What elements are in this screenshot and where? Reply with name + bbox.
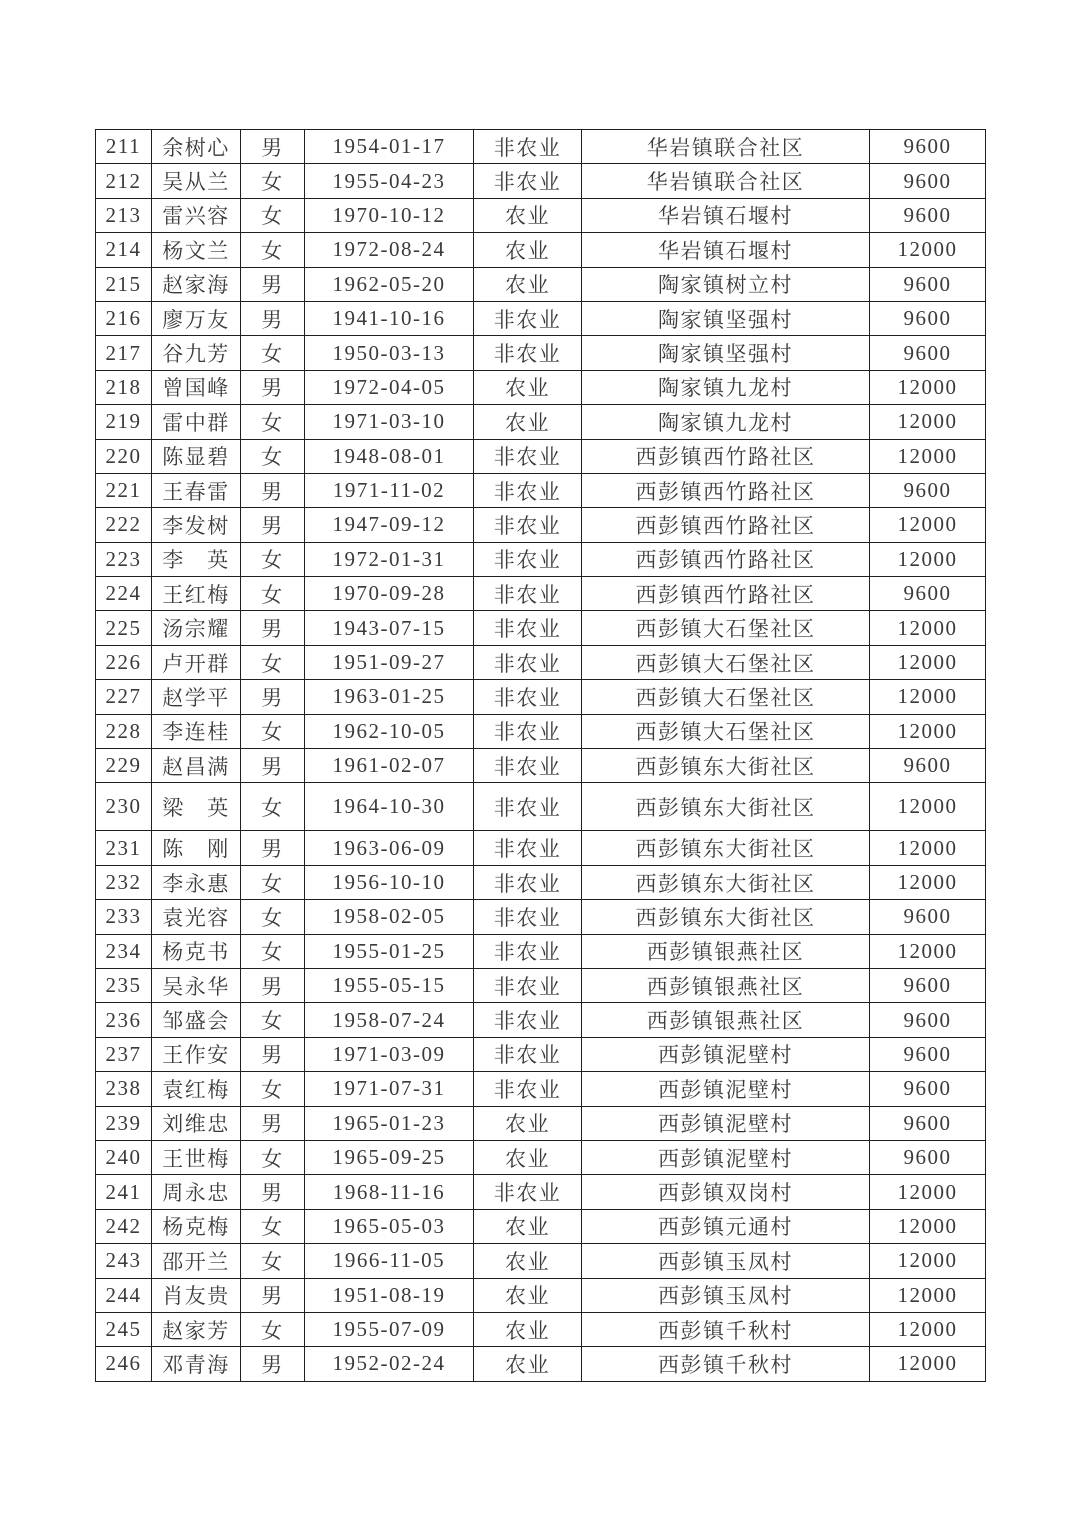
table-row <box>96 1072 986 1106</box>
cell-household-type: 非农业 <box>474 577 582 611</box>
cell-village: 西彭镇银燕社区 <box>582 968 870 1002</box>
cell-gender: 女 <box>241 900 305 934</box>
cell-household-type: 非农业 <box>474 508 582 542</box>
cell-amount: 12000 <box>870 934 986 968</box>
cell-name: 杨克书 <box>152 934 241 968</box>
table-row <box>96 439 986 473</box>
cell-household-type: 非农业 <box>474 1003 582 1037</box>
cell-amount: 9600 <box>870 900 986 934</box>
table-row <box>96 714 986 748</box>
cell-village: 西彭镇大石堡社区 <box>582 611 870 645</box>
cell-village: 西彭镇元通村 <box>582 1209 870 1243</box>
cell-gender: 男 <box>241 508 305 542</box>
cell-village: 陶家镇九龙村 <box>582 405 870 439</box>
cell-birth-date: 1962-10-05 <box>305 714 474 748</box>
cell-birth-date: 1958-07-24 <box>305 1003 474 1037</box>
cell-gender: 女 <box>241 1209 305 1243</box>
cell-serial-number: 218 <box>96 370 152 404</box>
cell-household-type: 非农业 <box>474 1072 582 1106</box>
cell-name: 廖万友 <box>152 301 241 335</box>
cell-serial-number: 211 <box>96 130 152 164</box>
cell-village: 西彭镇银燕社区 <box>582 934 870 968</box>
cell-birth-date: 1955-04-23 <box>305 164 474 198</box>
cell-amount: 12000 <box>870 1312 986 1346</box>
cell-birth-date: 1972-08-24 <box>305 233 474 267</box>
cell-village: 西彭镇大石堡社区 <box>582 645 870 679</box>
cell-birth-date: 1972-04-05 <box>305 370 474 404</box>
cell-name: 余树心 <box>152 130 241 164</box>
cell-name: 肖友贵 <box>152 1278 241 1312</box>
cell-name: 李永惠 <box>152 865 241 899</box>
cell-name: 周永忠 <box>152 1175 241 1209</box>
cell-birth-date: 1971-11-02 <box>305 473 474 507</box>
cell-amount: 12000 <box>870 1244 986 1278</box>
cell-household-type: 农业 <box>474 267 582 301</box>
cell-serial-number: 228 <box>96 714 152 748</box>
cell-name: 吴从兰 <box>152 164 241 198</box>
cell-gender: 女 <box>241 1072 305 1106</box>
cell-amount: 9600 <box>870 577 986 611</box>
cell-name: 谷九芳 <box>152 336 241 370</box>
cell-amount: 9600 <box>870 473 986 507</box>
cell-birth-date: 1970-09-28 <box>305 577 474 611</box>
cell-gender: 女 <box>241 934 305 968</box>
cell-household-type: 非农业 <box>474 865 582 899</box>
cell-household-type: 非农业 <box>474 611 582 645</box>
cell-name: 吴永华 <box>152 968 241 1002</box>
cell-birth-date: 1956-10-10 <box>305 865 474 899</box>
cell-amount: 12000 <box>870 714 986 748</box>
table-row <box>96 611 986 645</box>
cell-gender: 男 <box>241 1037 305 1071</box>
cell-birth-date: 1965-01-23 <box>305 1106 474 1140</box>
cell-birth-date: 1952-02-24 <box>305 1347 474 1381</box>
cell-serial-number: 226 <box>96 645 152 679</box>
cell-village: 西彭镇千秋村 <box>582 1312 870 1346</box>
cell-village: 陶家镇坚强村 <box>582 336 870 370</box>
cell-birth-date: 1950-03-13 <box>305 336 474 370</box>
cell-birth-date: 1947-09-12 <box>305 508 474 542</box>
cell-gender: 男 <box>241 1278 305 1312</box>
cell-village: 西彭镇东大街社区 <box>582 749 870 783</box>
cell-serial-number: 238 <box>96 1072 152 1106</box>
cell-serial-number: 236 <box>96 1003 152 1037</box>
cell-amount: 12000 <box>870 508 986 542</box>
cell-gender: 男 <box>241 749 305 783</box>
table-row <box>96 1140 986 1174</box>
cell-amount: 12000 <box>870 542 986 576</box>
cell-name: 刘维忠 <box>152 1106 241 1140</box>
cell-amount: 12000 <box>870 1278 986 1312</box>
cell-household-type: 非农业 <box>474 934 582 968</box>
cell-household-type: 非农业 <box>474 1175 582 1209</box>
cell-gender: 男 <box>241 130 305 164</box>
cell-birth-date: 1958-02-05 <box>305 900 474 934</box>
cell-village: 西彭镇西竹路社区 <box>582 542 870 576</box>
cell-name: 袁光容 <box>152 900 241 934</box>
cell-birth-date: 1961-02-07 <box>305 749 474 783</box>
cell-birth-date: 1964-10-30 <box>305 783 474 831</box>
cell-serial-number: 230 <box>96 783 152 831</box>
cell-household-type: 非农业 <box>474 900 582 934</box>
table-row <box>96 1175 986 1209</box>
cell-gender: 女 <box>241 1140 305 1174</box>
cell-village: 陶家镇坚强村 <box>582 301 870 335</box>
cell-amount: 12000 <box>870 233 986 267</box>
table-row <box>96 749 986 783</box>
table-row <box>96 645 986 679</box>
cell-name: 杨文兰 <box>152 233 241 267</box>
cell-serial-number: 221 <box>96 473 152 507</box>
beneficiary-roster-table <box>95 129 986 1382</box>
cell-serial-number: 223 <box>96 542 152 576</box>
cell-name: 卢开群 <box>152 645 241 679</box>
cell-village: 华岩镇联合社区 <box>582 130 870 164</box>
cell-gender: 男 <box>241 370 305 404</box>
cell-serial-number: 235 <box>96 968 152 1002</box>
cell-serial-number: 233 <box>96 900 152 934</box>
cell-household-type: 非农业 <box>474 164 582 198</box>
cell-amount: 12000 <box>870 680 986 714</box>
cell-birth-date: 1971-03-09 <box>305 1037 474 1071</box>
cell-household-type: 农业 <box>474 1312 582 1346</box>
cell-amount: 9600 <box>870 198 986 232</box>
cell-name: 赵学平 <box>152 680 241 714</box>
cell-serial-number: 214 <box>96 233 152 267</box>
cell-village: 西彭镇泥壁村 <box>582 1037 870 1071</box>
cell-serial-number: 215 <box>96 267 152 301</box>
cell-gender: 女 <box>241 405 305 439</box>
cell-serial-number: 237 <box>96 1037 152 1071</box>
cell-serial-number: 243 <box>96 1244 152 1278</box>
table-row <box>96 473 986 507</box>
cell-birth-date: 1971-03-10 <box>305 405 474 439</box>
cell-household-type: 农业 <box>474 405 582 439</box>
cell-name: 赵昌满 <box>152 749 241 783</box>
cell-birth-date: 1966-11-05 <box>305 1244 474 1278</box>
table-row <box>96 831 986 865</box>
cell-amount: 9600 <box>870 1037 986 1071</box>
table-row <box>96 783 986 831</box>
table-row <box>96 1209 986 1243</box>
cell-household-type: 非农业 <box>474 301 582 335</box>
cell-village: 西彭镇双岗村 <box>582 1175 870 1209</box>
cell-amount: 12000 <box>870 831 986 865</box>
cell-serial-number: 217 <box>96 336 152 370</box>
cell-village: 西彭镇泥壁村 <box>582 1106 870 1140</box>
cell-amount: 9600 <box>870 1003 986 1037</box>
cell-household-type: 农业 <box>474 1106 582 1140</box>
table-row <box>96 1037 986 1071</box>
cell-serial-number: 240 <box>96 1140 152 1174</box>
table-row <box>96 1347 986 1381</box>
table-row <box>96 1312 986 1346</box>
cell-amount: 12000 <box>870 439 986 473</box>
cell-name: 陈 刚 <box>152 831 241 865</box>
cell-gender: 女 <box>241 865 305 899</box>
table-row <box>96 233 986 267</box>
table-row <box>96 1106 986 1140</box>
cell-birth-date: 1955-05-15 <box>305 968 474 1002</box>
cell-village: 西彭镇东大街社区 <box>582 831 870 865</box>
cell-household-type: 非农业 <box>474 749 582 783</box>
cell-household-type: 农业 <box>474 1209 582 1243</box>
cell-name: 曾国峰 <box>152 370 241 404</box>
cell-amount: 12000 <box>870 1209 986 1243</box>
cell-name: 袁红梅 <box>152 1072 241 1106</box>
cell-name: 李 英 <box>152 542 241 576</box>
cell-serial-number: 222 <box>96 508 152 542</box>
table-row <box>96 405 986 439</box>
cell-household-type: 非农业 <box>474 439 582 473</box>
cell-amount: 9600 <box>870 164 986 198</box>
cell-amount: 9600 <box>870 749 986 783</box>
cell-name: 李连桂 <box>152 714 241 748</box>
table-row <box>96 680 986 714</box>
cell-gender: 男 <box>241 1347 305 1381</box>
cell-household-type: 农业 <box>474 198 582 232</box>
cell-household-type: 农业 <box>474 1278 582 1312</box>
cell-amount: 9600 <box>870 301 986 335</box>
cell-birth-date: 1954-01-17 <box>305 130 474 164</box>
cell-amount: 9600 <box>870 130 986 164</box>
table-row <box>96 934 986 968</box>
cell-birth-date: 1955-07-09 <box>305 1312 474 1346</box>
cell-gender: 女 <box>241 1244 305 1278</box>
cell-amount: 12000 <box>870 405 986 439</box>
cell-name: 赵家芳 <box>152 1312 241 1346</box>
cell-village: 陶家镇树立村 <box>582 267 870 301</box>
cell-name: 杨克梅 <box>152 1209 241 1243</box>
cell-gender: 男 <box>241 680 305 714</box>
cell-village: 西彭镇泥壁村 <box>582 1072 870 1106</box>
table-row <box>96 542 986 576</box>
cell-village: 陶家镇九龙村 <box>582 370 870 404</box>
cell-gender: 女 <box>241 1003 305 1037</box>
cell-birth-date: 1971-07-31 <box>305 1072 474 1106</box>
cell-gender: 女 <box>241 577 305 611</box>
cell-amount: 12000 <box>870 611 986 645</box>
table-body <box>96 130 986 1382</box>
cell-serial-number: 225 <box>96 611 152 645</box>
cell-birth-date: 1941-10-16 <box>305 301 474 335</box>
cell-gender: 女 <box>241 198 305 232</box>
table-row <box>96 198 986 232</box>
table-row <box>96 1244 986 1278</box>
cell-household-type: 农业 <box>474 233 582 267</box>
cell-name: 邓青海 <box>152 1347 241 1381</box>
cell-village: 西彭镇玉凤村 <box>582 1278 870 1312</box>
table-row <box>96 968 986 1002</box>
cell-birth-date: 1955-01-25 <box>305 934 474 968</box>
cell-amount: 12000 <box>870 783 986 831</box>
cell-name: 王红梅 <box>152 577 241 611</box>
cell-village: 西彭镇西竹路社区 <box>582 473 870 507</box>
cell-village: 西彭镇东大街社区 <box>582 783 870 831</box>
cell-household-type: 非农业 <box>474 680 582 714</box>
cell-name: 雷中群 <box>152 405 241 439</box>
cell-household-type: 非农业 <box>474 336 582 370</box>
cell-gender: 女 <box>241 439 305 473</box>
cell-household-type: 农业 <box>474 370 582 404</box>
cell-birth-date: 1943-07-15 <box>305 611 474 645</box>
cell-village: 华岩镇石堰村 <box>582 198 870 232</box>
cell-amount: 9600 <box>870 336 986 370</box>
table-row <box>96 865 986 899</box>
cell-village: 西彭镇西竹路社区 <box>582 508 870 542</box>
cell-serial-number: 234 <box>96 934 152 968</box>
cell-village: 西彭镇大石堡社区 <box>582 680 870 714</box>
table-row <box>96 267 986 301</box>
cell-gender: 女 <box>241 542 305 576</box>
cell-household-type: 非农业 <box>474 542 582 576</box>
cell-village: 西彭镇西竹路社区 <box>582 439 870 473</box>
cell-gender: 女 <box>241 336 305 370</box>
cell-serial-number: 212 <box>96 164 152 198</box>
cell-birth-date: 1965-05-03 <box>305 1209 474 1243</box>
cell-gender: 男 <box>241 267 305 301</box>
cell-village: 西彭镇大石堡社区 <box>582 714 870 748</box>
cell-name: 邵开兰 <box>152 1244 241 1278</box>
cell-village: 西彭镇银燕社区 <box>582 1003 870 1037</box>
cell-birth-date: 1970-10-12 <box>305 198 474 232</box>
cell-amount: 12000 <box>870 370 986 404</box>
cell-name: 梁 英 <box>152 783 241 831</box>
cell-serial-number: 232 <box>96 865 152 899</box>
cell-household-type: 农业 <box>474 1140 582 1174</box>
cell-serial-number: 246 <box>96 1347 152 1381</box>
cell-amount: 9600 <box>870 968 986 1002</box>
cell-household-type: 农业 <box>474 1347 582 1381</box>
cell-serial-number: 219 <box>96 405 152 439</box>
cell-gender: 男 <box>241 1106 305 1140</box>
cell-village: 西彭镇玉凤村 <box>582 1244 870 1278</box>
cell-serial-number: 245 <box>96 1312 152 1346</box>
cell-birth-date: 1965-09-25 <box>305 1140 474 1174</box>
cell-birth-date: 1951-09-27 <box>305 645 474 679</box>
cell-serial-number: 213 <box>96 198 152 232</box>
table-row <box>96 1278 986 1312</box>
cell-name: 李发树 <box>152 508 241 542</box>
cell-serial-number: 220 <box>96 439 152 473</box>
cell-serial-number: 216 <box>96 301 152 335</box>
cell-serial-number: 229 <box>96 749 152 783</box>
cell-household-type: 非农业 <box>474 645 582 679</box>
cell-name: 王作安 <box>152 1037 241 1071</box>
cell-household-type: 非农业 <box>474 783 582 831</box>
cell-gender: 女 <box>241 233 305 267</box>
cell-amount: 9600 <box>870 1106 986 1140</box>
cell-birth-date: 1962-05-20 <box>305 267 474 301</box>
cell-village: 西彭镇东大街社区 <box>582 865 870 899</box>
table-row <box>96 336 986 370</box>
cell-gender: 男 <box>241 611 305 645</box>
cell-serial-number: 242 <box>96 1209 152 1243</box>
cell-birth-date: 1963-06-09 <box>305 831 474 865</box>
cell-birth-date: 1951-08-19 <box>305 1278 474 1312</box>
cell-amount: 9600 <box>870 1072 986 1106</box>
cell-household-type: 非农业 <box>474 473 582 507</box>
table-row <box>96 508 986 542</box>
cell-household-type: 农业 <box>474 1244 582 1278</box>
cell-name: 陈显碧 <box>152 439 241 473</box>
table-row <box>96 900 986 934</box>
cell-gender: 男 <box>241 1175 305 1209</box>
cell-household-type: 非农业 <box>474 714 582 748</box>
cell-name: 汤宗耀 <box>152 611 241 645</box>
cell-amount: 12000 <box>870 1175 986 1209</box>
cell-serial-number: 244 <box>96 1278 152 1312</box>
cell-gender: 女 <box>241 714 305 748</box>
cell-serial-number: 241 <box>96 1175 152 1209</box>
cell-name: 邹盛会 <box>152 1003 241 1037</box>
cell-gender: 女 <box>241 645 305 679</box>
cell-village: 西彭镇西竹路社区 <box>582 577 870 611</box>
cell-gender: 男 <box>241 473 305 507</box>
cell-household-type: 非农业 <box>474 831 582 865</box>
cell-village: 西彭镇泥壁村 <box>582 1140 870 1174</box>
cell-gender: 男 <box>241 301 305 335</box>
cell-village: 西彭镇东大街社区 <box>582 900 870 934</box>
cell-birth-date: 1963-01-25 <box>305 680 474 714</box>
cell-serial-number: 231 <box>96 831 152 865</box>
cell-amount: 12000 <box>870 1347 986 1381</box>
table-row <box>96 577 986 611</box>
cell-village: 西彭镇千秋村 <box>582 1347 870 1381</box>
cell-gender: 男 <box>241 968 305 1002</box>
cell-amount: 12000 <box>870 865 986 899</box>
table-row <box>96 1003 986 1037</box>
cell-serial-number: 239 <box>96 1106 152 1140</box>
cell-birth-date: 1968-11-16 <box>305 1175 474 1209</box>
cell-amount: 9600 <box>870 1140 986 1174</box>
cell-amount: 9600 <box>870 267 986 301</box>
cell-household-type: 非农业 <box>474 130 582 164</box>
cell-name: 雷兴容 <box>152 198 241 232</box>
cell-name: 王春雷 <box>152 473 241 507</box>
cell-village: 华岩镇联合社区 <box>582 164 870 198</box>
cell-name: 赵家海 <box>152 267 241 301</box>
cell-gender: 女 <box>241 1312 305 1346</box>
table-row <box>96 370 986 404</box>
cell-household-type: 非农业 <box>474 968 582 1002</box>
cell-birth-date: 1972-01-31 <box>305 542 474 576</box>
cell-birth-date: 1948-08-01 <box>305 439 474 473</box>
cell-gender: 女 <box>241 783 305 831</box>
cell-gender: 女 <box>241 164 305 198</box>
table-row <box>96 301 986 335</box>
cell-gender: 男 <box>241 831 305 865</box>
table-row <box>96 164 986 198</box>
cell-name: 王世梅 <box>152 1140 241 1174</box>
cell-amount: 12000 <box>870 645 986 679</box>
cell-serial-number: 227 <box>96 680 152 714</box>
cell-household-type: 非农业 <box>474 1037 582 1071</box>
cell-serial-number: 224 <box>96 577 152 611</box>
table-row <box>96 130 986 164</box>
cell-village: 华岩镇石堰村 <box>582 233 870 267</box>
